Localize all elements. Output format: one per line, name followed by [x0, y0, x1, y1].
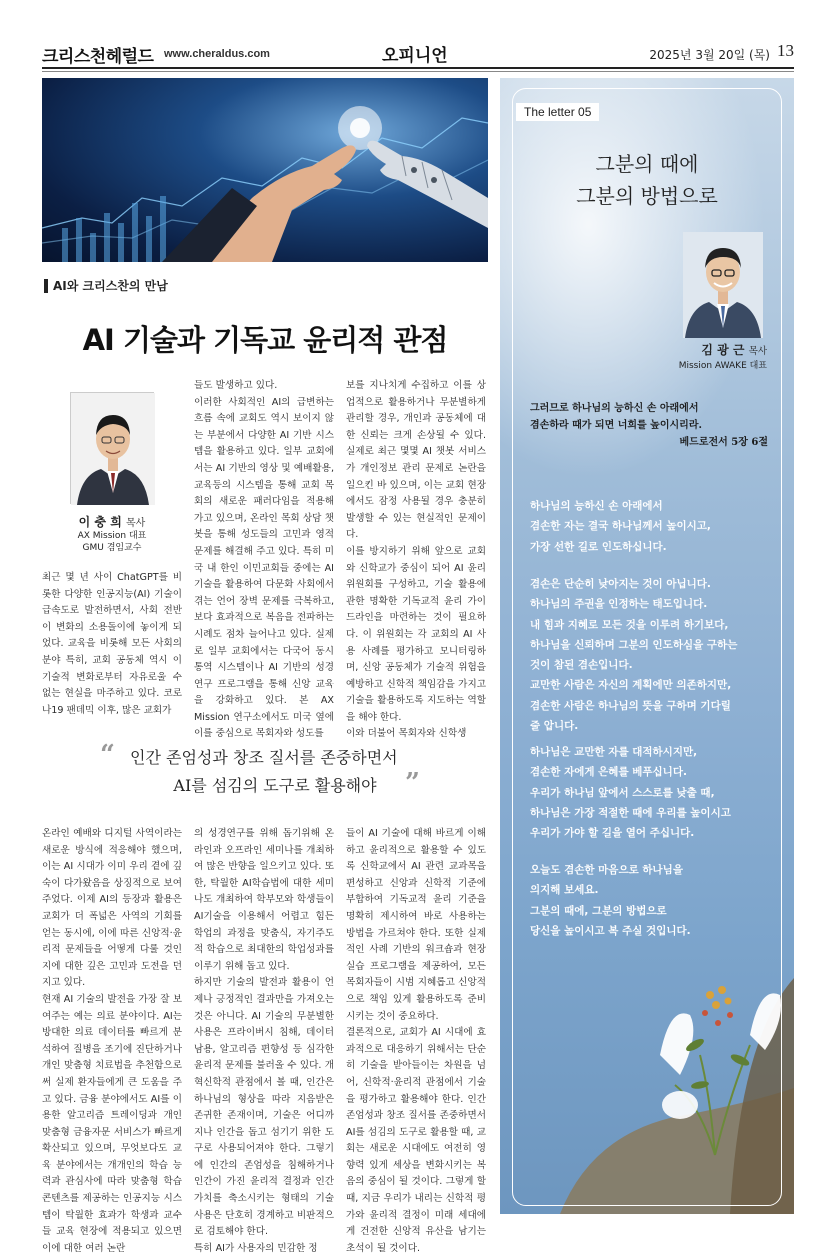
letter-author-portrait: [683, 232, 763, 338]
hero-illustration: [42, 78, 488, 262]
letter-author-name: [655, 341, 767, 358]
article-column-2: 들도 발생하고 있다. 이러한 사회적인 AI의 급변하는 흐름 속에 교회도 역시 보이지 않는 부분에서 다양한 AI 기반 시스템을 활용하고 있다. 일부 교회에서는 AI 기반의 영상 및 예배활용, 교육등의 시스템을 통해 교회 목회의 새로운 패러다임을 적용해 가고 있으며, 온라인 목회 상담 챗봇을 통해 성도들의 고민과 영적 문제를 해결해 주고 있다. 특히 미국 내 한인 이민교회들 중에는 AI 기술을 활용하여 다문화 사회에서 겪는 언어 장벽 문제를 극복하고, 보다 효과적으로 복음을 전파하는 시례도 점차 늘어나고 있다. 실제로 일부 교회에서는 다국어 동시 통역 시스템이나 AI 기반의 성경 연구 프로그램을 통해 신앙 교육을 강화하고 있다. 본 AX Mission 연구소에서도 미국 옆에 이를 중심으로 목회자와 성도를: [194, 380, 334, 740]
author-portrait: [71, 393, 155, 505]
section-name: 오피니언: [382, 46, 448, 66]
author-photo: [70, 392, 154, 504]
pull-quote-line-2: AI를 섬김의 도구로 활용해야: [173, 776, 377, 795]
verse-line-2: 겸손하라 때가 되면 너희를 높이시리라.: [530, 420, 702, 431]
header-divider-thin: [42, 71, 794, 72]
newspaper-logo[interactable]: 크리스천헤럴드: [42, 47, 154, 67]
letter-paragraph-3: 하나님은 교만한 자를 대적하시지만, 겸손한 자에게 은혜를 베푸십니다. 우리가 하나님 앞에서 스스로를 낮출 때, 하나님은 가장 적절한 때에 우리를 높이시고 우리가 가야 할 길을 열어 주십니다.: [530, 746, 731, 840]
author-role: 목사: [126, 518, 146, 529]
letter-title-line-1: 그분의 때에: [595, 152, 699, 176]
letter-title-line-2: 그분의 방법으로: [576, 184, 718, 208]
article-column-4: 온라인 예배와 디지털 사역이라는 새로운 방식에 적응해야 했으며, 이는 AI 시대가 이미 우리 곁에 깊숙이 다가왔음을 상징적으로 보여주었다. 이제 AI의 등장과 활용은 교회가 더 폭넓은 사역의 기회를 얻는 동시에, 이에 따른 신앙적·윤리적 문제들을 어떻게 다룰 것인지에 대한 깊은 고민과 도전을 던지고 있다. 현재 AI 기술의 발전을 가장 잘 보여주는 예는 의료 분야이다. AI는 방대한 의료 데이터를 빠르게 분석하여 질병을 조기에 진단하거나 개인 맞춤형 치료법을 추천함으로써 실제 환자들에게 큰 도움을 주고 있다. 금융 분야에서도 AI를 이용한 알고리즘 트레이딩과 개인 맞춤형 금융자문 서비스가 빠르게 확산되고 있으며, 무엇보다도 교육 분야에서는 개개인의 학습 능력과 관심사에 따라 맞춤형 학습 콘텐츠를 제공하는 인공지능 시스템이 탁월한 효과가 학생과 교수들 교육 현장에 적용되고 있으면 이에 대한 여러 논란: [42, 828, 182, 1254]
header-divider: [42, 67, 794, 69]
pull-quote: [100, 740, 420, 806]
letter-author-affiliation: Mission AWAKE 대표: [678, 361, 767, 371]
letter-author-name-text: 김 광 근: [701, 343, 745, 357]
hero-image-ai-handshake: [42, 78, 488, 262]
letter-title: [512, 148, 782, 212]
article-column-5: 의 성경연구를 위해 돕기위해 온라인과 오프라인 세미나를 개최하여 많은 반향을 일으키고 있다. 또한, 탁월한 AI학습법에 대한 세미나도 개최하여 학부모와 학생들이 AI기술을 이용해서 어렵고 힘든 학업의 과정을 맞춤식, 자기주도적 학습으로 최대한의 학업성과를 이루기 위해 돕고 있다. 하지만 기술의 발전과 활용이 언제나 긍정적인 결과만을 가져오는 것은 아니다. AI 기술의 무분별한 사용은 프라이버시 침해, 데이터 남용, 알고리즘 편향성 등 심각한 윤리적 문제를 불러올 수 있다. 개혁신학적 관점에서 볼 때, 인간은 하나님의 형상을 따라 지음받은 존귀한 존재이며, 기술은 어디까지나 인간을 돕고 섬기기 위한 도구로 사용되어져야 한다. 그렇기에 인간의 존엄성을 침해하거나 인간이 가진 윤리적 결정과 인간 가치를 축소시키는 형태의 기술 사용은 단호히 경계하고 비판적으로 검토해야 한다. 특히 AI가 사용자의 민감한 정: [194, 828, 334, 1254]
verse-reference: 베드로전서 5장 6절: [679, 437, 768, 448]
letter-author-photo: [683, 232, 763, 338]
author-affiliation-2: GMU 겸임교수: [82, 543, 142, 553]
open-quote-icon: “: [100, 740, 115, 770]
issue-date: 2025년 3월 20일 (목): [649, 48, 770, 62]
article-column-3: 보를 지나치게 수집하고 이를 상업적으로 활용하거나 무분별하게 관리할 경우, 개인과 공동체에 대한 신뢰는 크게 손상될 수 있다. 실제로 최근 몇몇 AI 챗봇 서비스가 개인정보 관리 문제로 논란을 일으킨 바 있으며, 이는 교회 현장에서도 잠정 사용될 경우 충분히 발생할 수 있는 현실적인 문제이다. 이를 방지하기 위해 앞으로 교회와 신학교가 중심이 되어 AI 윤리위원회를 구성하고, 기술 활용에 관한 명확한 기독교적 윤리 가이드라인을 마련하는 것이 필요하다. 이 위원회는 각 교회의 AI 사용 사례를 평가하고 모니터링하며, 신앙 공동체가 기술적 위험을 예방하고 신학적 책임감을 가지고 기술을 활용하도록 지도하는 역할을 해야 한다. 이와 더불어 목회자와 신학생: [346, 380, 486, 740]
kicker-text: AI와 크리스찬의 만남: [53, 279, 168, 293]
bible-verse: [530, 400, 768, 451]
letter-paragraph-1: 하나님의 능하신 손 아래에서 겸손한 자는 결국 하나님께서 높이시고, 가장 선한 길로 인도하십니다.: [530, 500, 711, 553]
article-column-6: 들이 AI 기술에 대해 바르게 이해하고 윤리적으로 활용할 수 있도록 신학교에서 AI 관련 교과목을 편성하고 신앙과 신학적 기준에 부합하여 기독교적 윤리 기준을 명확히 제시하여 바로 사용하는 방법을 가르쳐야 한다. 또한 실제적인 사례 기반의 워크숍과 현장 실습 프로그램을 제공하여, 모든 목회자들이 시범 지혜롭고 신앙적으로 책임 있게 활용하도록 준비시키는 것이 중요하다. 결론적으로, 교회가 AI 시대에 효과적으로 대응하기 위해서는 단순히 기술을 받아들이는 차원을 넘어, 신학적·윤리적 관점에서 기술을 평가하고 활용해야 한다. 인간 존엄성과 창조 질서를 존중하면서 AI를 섬김의 도구로 활용할 때, 교회는 새로운 시대에도 여전히 영향력 있게 세상을 변화시키는 복음의 중심이 될 것이다. 그렇게 할 때, 지금 우리가 내리는 신학적 평가와 윤리적 결정이 미래 세대에게 건전한 신앙적 유산을 남기는 초석이 될 것이다.: [346, 828, 486, 1254]
letter-paragraph-4: 오늘도 겸손한 마음으로 하나님을 의지해 보세요. 그분의 때에, 그분의 방법으로 당신을 높이시고 복 주실 것입니다.: [530, 864, 691, 937]
verse-line-1: 그러므로 하나님의 능하신 손 아래에서: [530, 403, 699, 414]
author-name: [42, 513, 182, 530]
close-quote-icon: ”: [405, 768, 420, 798]
kicker-bar: [44, 279, 48, 293]
white-flowers-illustration: [640, 935, 790, 1155]
letter-paragraph-2: 겸손은 단순히 낮아지는 것이 아닙니다. 하나님의 주권을 인정하는 태도입니다. 내 힘과 지혜로 모든 것을 이루려 하기보다, 하나님을 신뢰하며 그분의 인도하심을 구하는 것이 참된 겸손입니다. 교만한 사람은 자신의 계획에만 의존하지만, 겸손한 사람은 하나님의 뜻을 구하며 기다릴 줄 압니다.: [530, 578, 738, 733]
pull-quote-line-1: 인간 존엄성과 창조 질서를 존중하면서: [130, 748, 398, 767]
author-name-text: 이 충 희: [78, 515, 122, 529]
flowers-image: [640, 935, 790, 1155]
letter-author-role: 목사: [748, 346, 767, 357]
masthead: [42, 40, 794, 66]
article-title: AI 기술과 기독교 윤리적 관점: [82, 323, 448, 357]
page-number: 13: [777, 41, 794, 60]
author-affiliation-1: AX Mission 대표: [77, 531, 147, 541]
site-url[interactable]: www.cheraldus.com: [164, 48, 270, 60]
article-kicker: [44, 277, 168, 294]
article-column-1: 최근 몇 년 사이 ChatGPT를 비롯한 다양한 인공지능(AI) 기술이 급속도로 발전하면서, 사회 전반이 변화의 소용돌이에 놓이게 되었다. 교육을 비롯해 모든 사회의 분야 특히, 교회 공동체 역시 이 기술적 변화로부터 자유로울 수 없는 현실을 마주하고 있다. 코로나19 팬데믹 이후, 많은 교회가: [42, 572, 182, 716]
author-affiliations: [42, 530, 182, 554]
letter-tag: The letter 05: [516, 103, 599, 121]
